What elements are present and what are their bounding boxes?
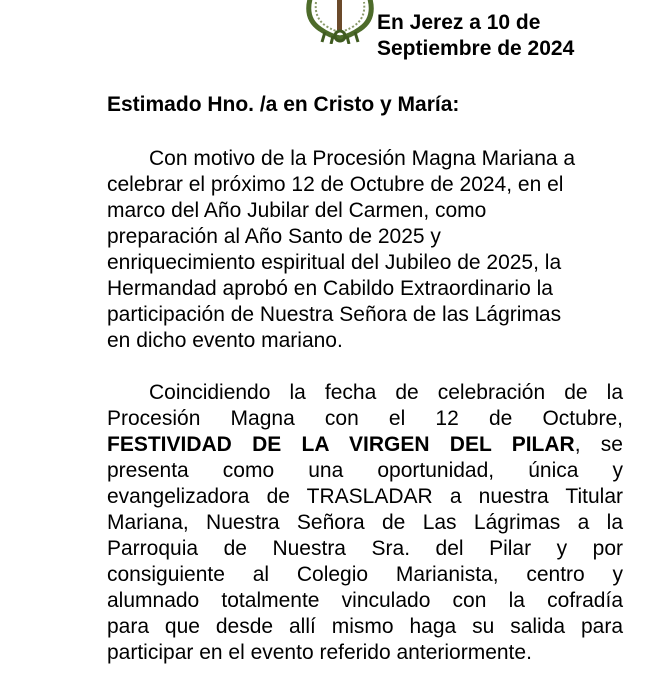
paragraph-line: marco del Año Jubilar del Carmen, como [107, 199, 487, 222]
paragraph-line: participación de Nuestra Señora de las Lágrimas [107, 303, 562, 326]
bold-highlight: FESTIVIDAD DE LA VIRGEN DEL PILAR [107, 433, 575, 456]
paragraph-line: Mariana, Nuestra Señora de Las Lágrimas a la [107, 511, 623, 534]
letter-date [377, 10, 574, 62]
paragraph-line: Procesión Magna con el 12 de Octubre, [107, 407, 623, 430]
paragraph-line: en dicho evento mariano. [107, 329, 343, 352]
paragraph-line: participar en el evento referido anteriormente. [107, 641, 532, 664]
date-line-1: En Jerez a 10 de [377, 11, 541, 34]
paragraph-line: celebrar el próximo 12 de Octubre de 2024, en el [107, 173, 564, 196]
paragraph-line: Con motivo de la Procesión Magna Mariana a [149, 147, 576, 170]
paragraph-line: FESTIVIDAD DE LA VIRGEN DEL PILAR, se [107, 433, 623, 456]
paragraph-line: para que desde allí mismo haga su salida para [107, 615, 623, 638]
paragraph-line: Parroquia de Nuestra Sra. del Pilar y por [107, 537, 623, 560]
date-line-2: Septiembre de 2024 [377, 37, 575, 60]
heraldic-crest-icon [300, 0, 380, 44]
paragraph-line: Hermandad aprobó en Cabildo Extraordinario la [107, 277, 553, 300]
paragraph-1 [107, 146, 623, 354]
paragraph-line: Coincidiendo la fecha de celebración de la [149, 381, 623, 404]
paragraph-line: preparación al Año Santo de 2025 y [107, 225, 441, 248]
paragraph-line: consiguiente al Colegio Marianista, centro y [107, 563, 623, 586]
paragraph-line: enriquecimiento espiritual del Jubileo de 2025, la [107, 251, 562, 274]
paragraph-line: presenta como una oportunidad, única y [107, 459, 623, 482]
paragraph-2 [107, 380, 623, 666]
paragraph-line: alumnado totalmente vinculado con la cofradía [107, 589, 623, 612]
paragraph-line: evangelizadora de TRASLADAR a nuestra Titular [107, 485, 623, 508]
greeting: Estimado Hno. /a en Cristo y María: [107, 93, 460, 116]
